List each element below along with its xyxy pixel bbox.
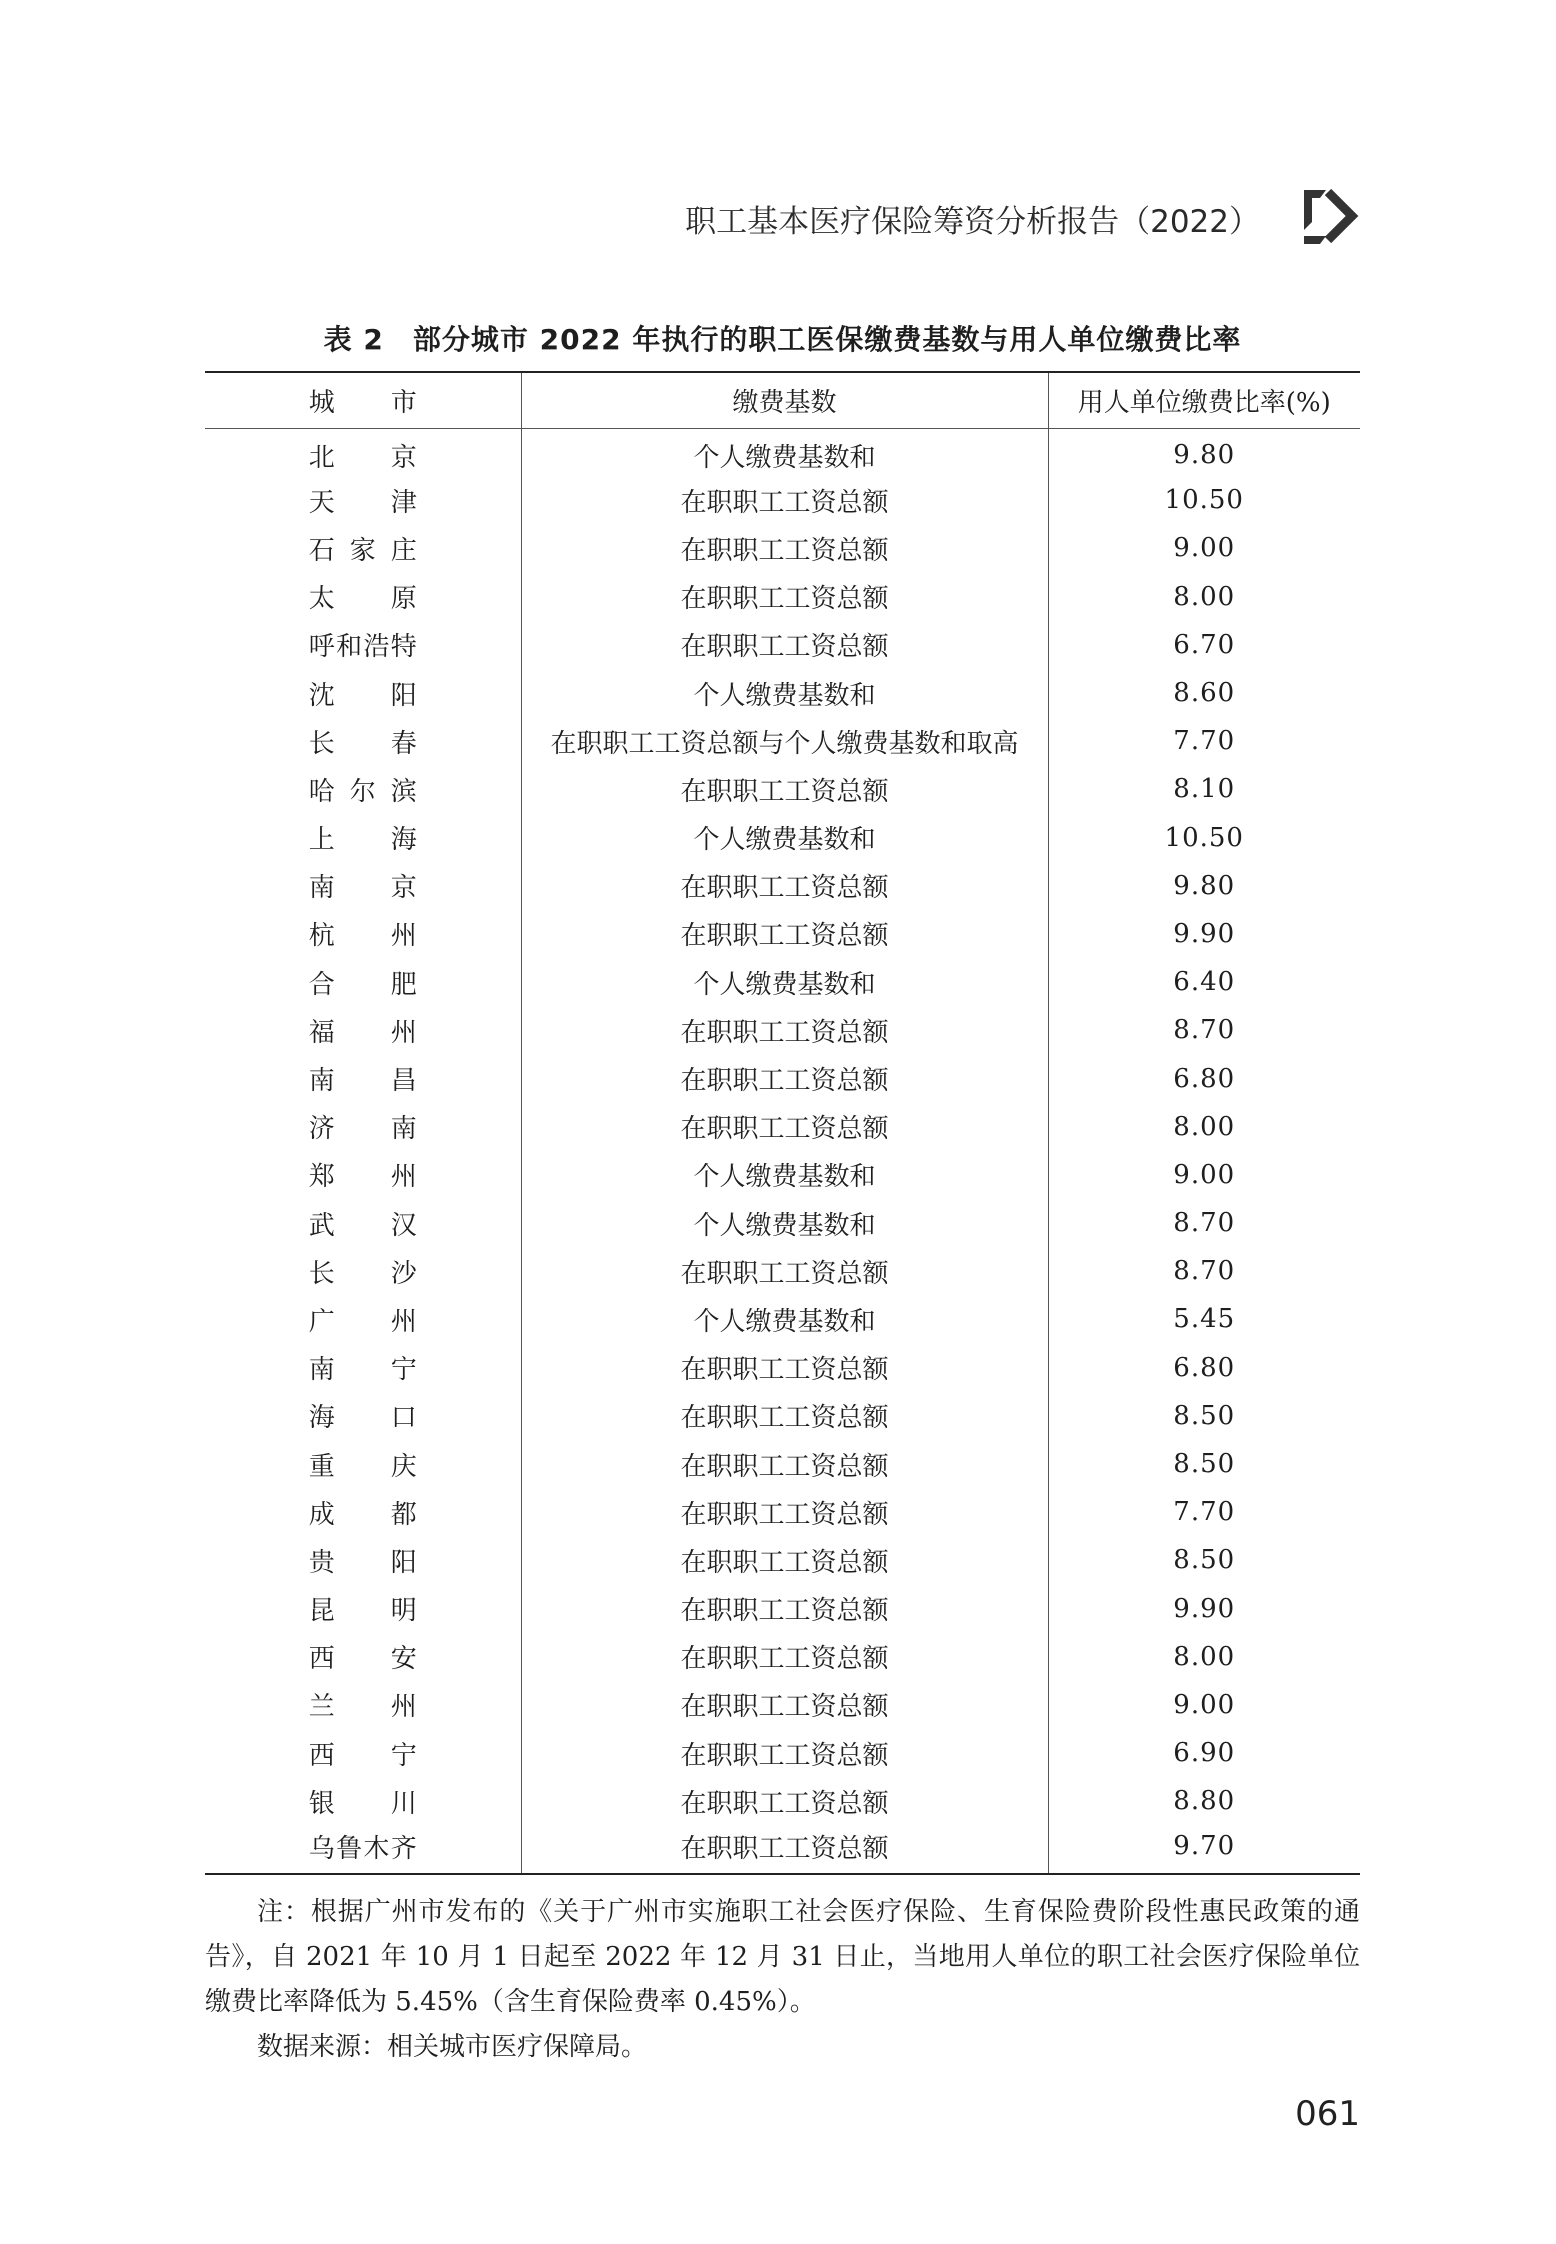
cell-base: 在职职工工资总额 [521,1440,1048,1488]
cell-city: 石家庄 [205,524,521,572]
cell-city: 沈阳 [205,669,521,717]
cell-rate: 8.70 [1173,1015,1236,1046]
cell-city: 贵阳 [205,1536,521,1584]
table-row [205,814,1360,862]
cell-rate: 8.00 [1173,581,1236,612]
cell-base: 在职职工工资总额 [521,1392,1048,1440]
cell-city: 南宁 [205,1344,521,1392]
table-row [205,476,1360,524]
table-row [205,958,1360,1006]
cell-base: 在职职工工资总额 [521,1247,1048,1295]
cell-base: 在职职工工资总额 [521,1536,1048,1584]
cell-rate: 10.50 [1164,822,1244,853]
table-row [205,1392,1360,1440]
table-row [205,428,1360,476]
cell-city: 海口 [205,1392,521,1440]
cell-rate: 8.00 [1173,1111,1236,1142]
cell-rate: 8.10 [1173,774,1236,805]
cell-city: 合肥 [205,958,521,1006]
page-number: 061 [1295,2094,1360,2134]
table-row [205,1536,1360,1584]
book-corner-arrow-icon [1300,186,1364,246]
table-title: 表 2 部分城市 2022 年执行的职工医保缴费基数与用人单位缴费比率 [323,323,1242,356]
table-body [205,428,1360,1874]
table-row [205,1777,1360,1825]
cell-city: 成都 [205,1488,521,1536]
table-row [205,1729,1360,1777]
cell-rate: 8.00 [1173,1641,1236,1672]
table-row [205,765,1360,813]
cell-rate: 5.45 [1173,1304,1236,1335]
cell-base: 在职职工工资总额 [521,1006,1048,1054]
cell-city: 杭州 [205,910,521,958]
cell-base: 在职职工工资总额 [521,1054,1048,1102]
column-header-base: 缴费基数 [521,372,1048,428]
cell-base: 在职职工工资总额 [521,1488,1048,1536]
table-row [205,1006,1360,1054]
cell-rate: 6.80 [1173,1063,1236,1094]
cell-base: 在职职工工资总额 [521,1585,1048,1633]
cell-rate: 8.50 [1173,1400,1236,1431]
table-row [205,1488,1360,1536]
table-row [205,1344,1360,1392]
cell-base: 在职职工工资总额 [521,573,1048,621]
cell-rate: 9.00 [1173,1689,1236,1720]
table-row [205,1054,1360,1102]
table-notes [205,1890,1360,2070]
table-row [205,717,1360,765]
cell-base: 个人缴费基数和 [521,669,1048,717]
cell-rate: 9.90 [1173,1593,1236,1624]
cell-rate: 9.80 [1173,870,1236,901]
cell-city: 太原 [205,573,521,621]
table-row [205,1199,1360,1247]
cell-city: 乌鲁木齐 [205,1825,521,1873]
cell-base: 在职职工工资总额 [521,1729,1048,1777]
cell-base: 个人缴费基数和 [521,1199,1048,1247]
table-row [205,1681,1360,1729]
cell-rate: 7.70 [1173,1497,1236,1528]
table-row [205,621,1360,669]
cell-base: 在职职工工资总额 [521,862,1048,910]
table-row [205,1103,1360,1151]
cell-base: 个人缴费基数和 [521,1151,1048,1199]
cell-base: 个人缴费基数和 [521,1295,1048,1343]
cell-city: 福州 [205,1006,521,1054]
cell-city: 北京 [205,428,521,476]
table-row [205,524,1360,572]
cell-base: 在职职工工资总额 [521,1344,1048,1392]
cell-base: 在职职工工资总额 [521,1633,1048,1681]
column-header-rate: 用人单位缴费比率(%) [1048,372,1360,428]
cell-base: 在职职工工资总额 [521,765,1048,813]
cell-city: 银川 [205,1777,521,1825]
cell-base: 在职职工工资总额 [521,524,1048,572]
cell-base: 在职职工工资总额 [521,1681,1048,1729]
table-note: 注：根据广州市发布的《关于广州市实施职工社会医疗保险、生育保险费阶段性惠民政策的通告》，自 2021 年 10 月 1 日起至 2022 年 12 月 31 日止，当地用人单位的职工社会医疗保险单位缴费比率降低为 5.45%（含生育保险费率 0.45%）。 [205,1897,1360,2017]
data-source: 数据来源：相关城市医疗保障局。 [257,2032,648,2062]
cell-city: 昆明 [205,1585,521,1633]
cell-city: 西安 [205,1633,521,1681]
cell-city: 武汉 [205,1199,521,1247]
cell-rate: 9.00 [1173,533,1236,564]
cell-city: 南昌 [205,1054,521,1102]
table-row [205,910,1360,958]
cell-city: 呼和浩特 [205,621,521,669]
cell-rate: 10.50 [1164,485,1244,516]
table-row [205,1151,1360,1199]
cell-city: 天津 [205,476,521,524]
table-header-row [205,372,1360,428]
cell-city: 长沙 [205,1247,521,1295]
cell-rate: 6.80 [1173,1352,1236,1383]
cell-city: 长春 [205,717,521,765]
cell-rate: 7.70 [1173,726,1236,757]
cell-rate: 6.40 [1173,967,1236,998]
cell-city: 上海 [205,814,521,862]
table-row [205,862,1360,910]
cell-base: 在职职工工资总额 [521,1825,1048,1873]
cell-rate: 8.50 [1173,1449,1236,1480]
cell-rate: 8.70 [1173,1208,1236,1239]
cell-rate: 8.70 [1173,1256,1236,1287]
cell-city: 西宁 [205,1729,521,1777]
cell-base: 在职职工工资总额与个人缴费基数和取高 [521,717,1048,765]
table-row [205,1825,1360,1873]
cell-city: 郑州 [205,1151,521,1199]
contribution-table [205,371,1360,1875]
cell-city: 济南 [205,1103,521,1151]
cell-city: 广州 [205,1295,521,1343]
table-row [205,1247,1360,1295]
cell-city: 哈尔滨 [205,765,521,813]
cell-rate: 6.70 [1173,629,1236,660]
cell-rate: 9.80 [1173,440,1236,471]
cell-base: 在职职工工资总额 [521,910,1048,958]
cell-rate: 9.90 [1173,918,1236,949]
cell-rate: 8.60 [1173,678,1236,709]
column-header-city: 城 市 [205,372,521,428]
cell-city: 兰州 [205,1681,521,1729]
table-row [205,1440,1360,1488]
cell-base: 在职职工工资总额 [521,1103,1048,1151]
table-row [205,573,1360,621]
table-row [205,1633,1360,1681]
table-row [205,1585,1360,1633]
cell-rate: 9.00 [1173,1159,1236,1190]
running-header: 职工基本医疗保险筹资分析报告（2022） [685,204,1260,240]
cell-base: 个人缴费基数和 [521,958,1048,1006]
cell-base: 个人缴费基数和 [521,814,1048,862]
cell-city: 重庆 [205,1440,521,1488]
cell-base: 在职职工工资总额 [521,1777,1048,1825]
cell-rate: 6.90 [1173,1738,1236,1769]
cell-city: 南京 [205,862,521,910]
cell-base: 在职职工工资总额 [521,476,1048,524]
table-row [205,1295,1360,1343]
table-row [205,669,1360,717]
cell-base: 在职职工工资总额 [521,621,1048,669]
cell-rate: 8.80 [1173,1786,1236,1817]
cell-rate: 8.50 [1173,1545,1236,1576]
cell-rate: 9.70 [1048,1825,1360,1873]
cell-base: 个人缴费基数和 [521,428,1048,476]
